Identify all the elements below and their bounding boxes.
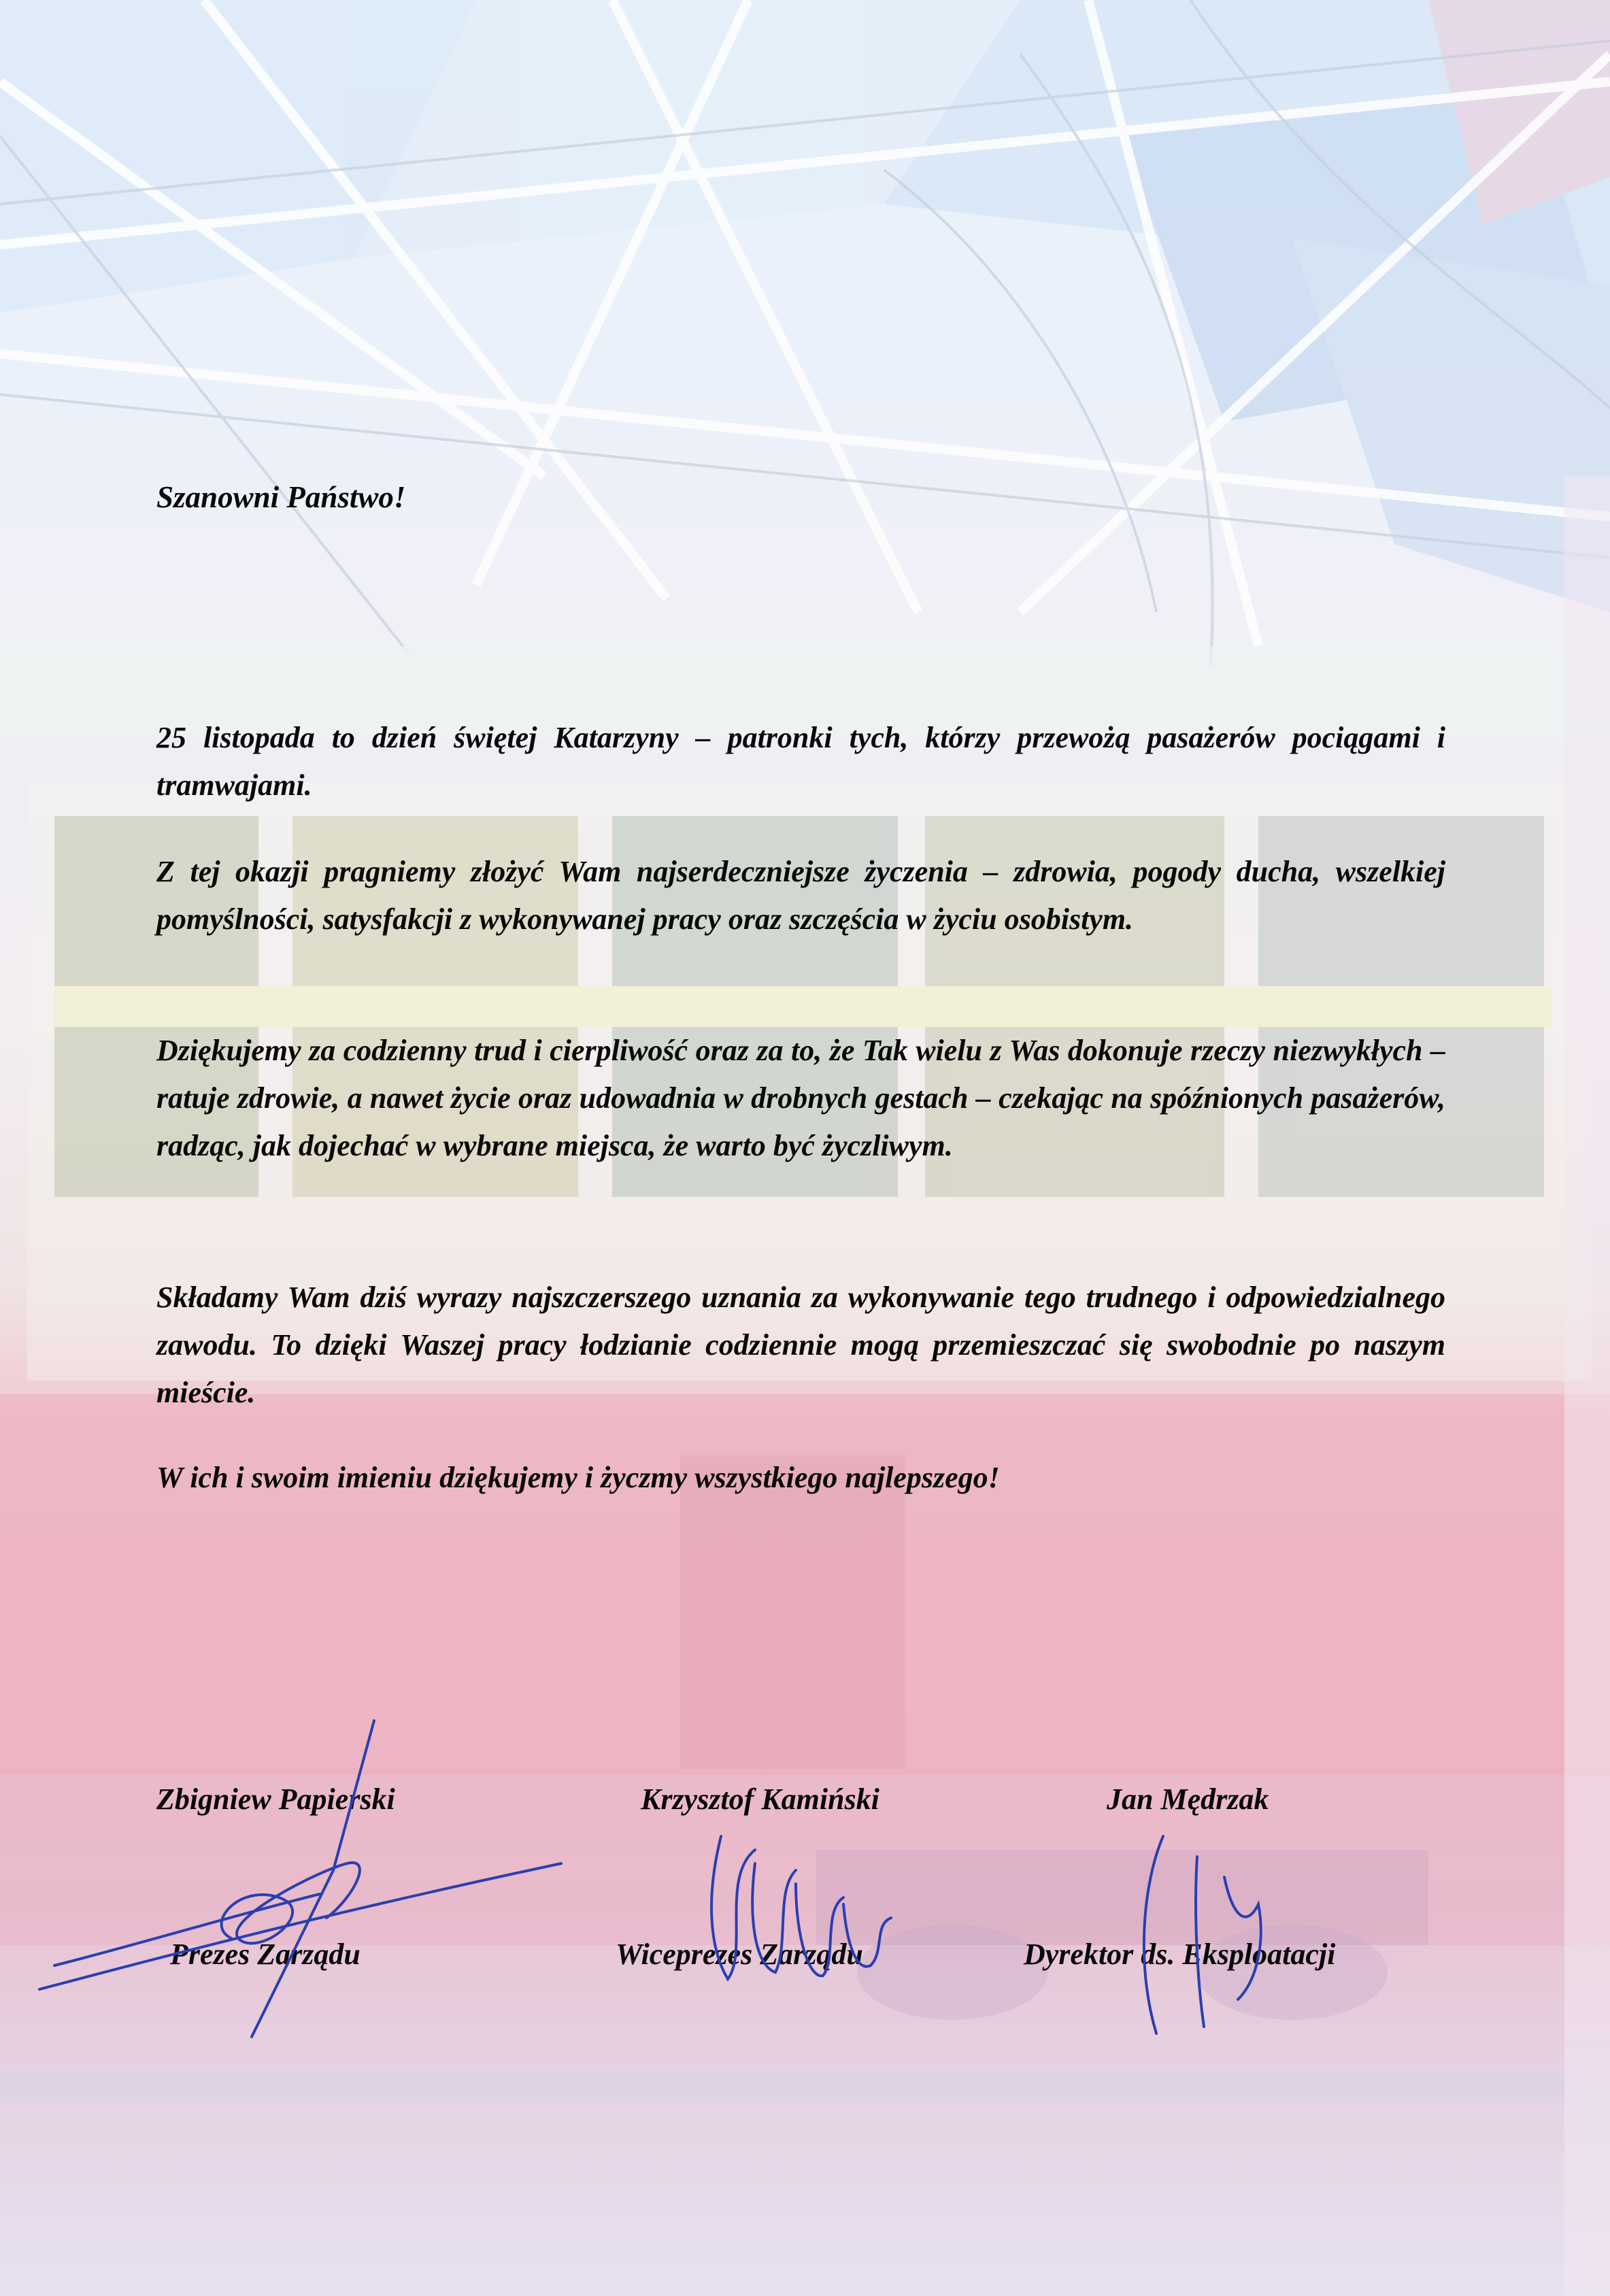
paragraph-1: 25 listopada to dzień świętej Katarzyny – patronki tych, którzy przewożą pasażerów pociągami i tramwajami. — [156, 721, 1445, 802]
paragraph-2: Z tej okazji pragniemy złożyć Wam najserdeczniejsze życzenia – zdrowia, pogody ducha, wszelkiej pomyślności, satysfakcji z wykonywanej pracy oraz szczęścia w życiu osobistym. — [156, 855, 1445, 936]
paragraph-4: Składamy Wam dziś wyrazy najszczerszego uznania za wykonywanie tego trudnego i odpowiedzialnego zawodu. To dzięki Waszej pracy łodzianie codziennie mogą przemieszczać się swobodnie po naszym mieście. — [156, 1281, 1445, 1409]
salutation: Szanowni Państwo! — [156, 480, 406, 514]
paragraph-3: Dziękujemy za codzienny trud i cierpliwość oraz za to, że Tak wielu z Was dokonuje rzeczy niezwykłych – ratuje zdrowie, a nawet życie oraz udowadnia w drobnych gestach – czekając na spóźnionych pasażerów, radząc, jak dojechać w wybrane miejsca, że warto być życzliwym. — [156, 1034, 1445, 1162]
signatory-1-role: Prezes Zarządu — [170, 1938, 360, 1971]
signatory-2-role: Wiceprezes Zarządu — [616, 1938, 863, 1971]
paragraph-5: W ich i swoim imieniu dziękujemy i życzmy wszystkiego najlepszego! — [156, 1461, 1000, 1494]
signatory-3-name: Jan Mędrzak — [1107, 1783, 1269, 1816]
signatory-1-name: Zbigniew Papierski — [156, 1783, 395, 1816]
signatory-2-name: Krzysztof Kamiński — [641, 1783, 879, 1816]
signatory-3-role: Dyrektor ds. Eksploatacji — [1024, 1938, 1336, 1971]
